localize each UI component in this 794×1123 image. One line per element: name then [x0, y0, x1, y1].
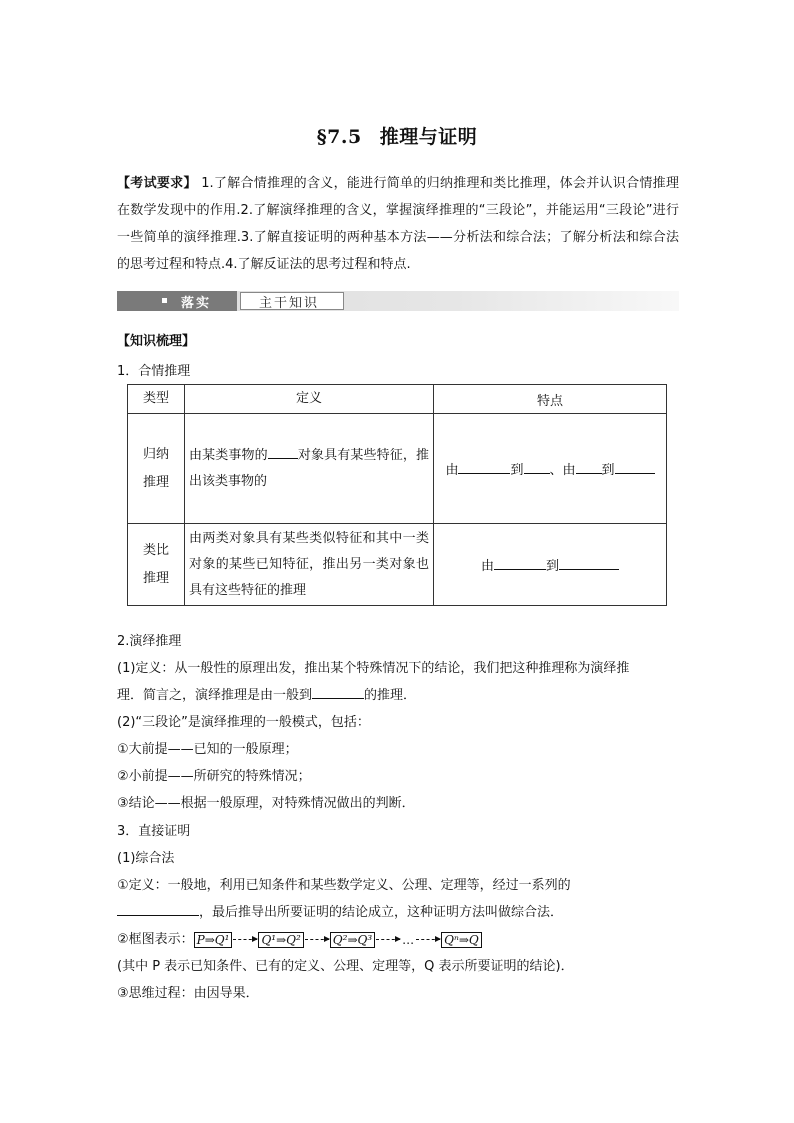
section-title: 推理与证明	[379, 126, 478, 148]
table-header: 定义	[185, 385, 434, 414]
fill-blank	[524, 460, 550, 474]
synthesis-subheading: (1)综合法	[117, 851, 175, 866]
section-3-heading: 3．直接证明	[117, 824, 191, 839]
banner-label-left: 落实	[181, 296, 212, 311]
knowledge-heading: 【知识梳理】	[117, 334, 196, 349]
table-header: 特点	[434, 385, 667, 414]
deduction-definition-line-1: (1)定义：从一般性的原理出发，推出某个特殊情况下的结论，我们把这种推理称为演绎推	[117, 661, 630, 676]
page-title	[0, 122, 794, 149]
plausible-reasoning-table	[127, 384, 667, 606]
table-header: 类型	[128, 385, 185, 414]
bullet-square-icon	[162, 298, 167, 303]
table-row	[128, 414, 667, 524]
fill-blank	[559, 556, 619, 570]
fill-blank	[117, 902, 199, 916]
syllogism-item: ①大前提——已知的一般原理；	[117, 742, 298, 757]
fill-blank	[615, 460, 655, 474]
flow-box: Q²⇒Q³	[330, 932, 375, 948]
section-banner	[117, 291, 679, 311]
requirements-tag: 【考试要求】	[117, 176, 197, 191]
arrow-right-icon	[233, 939, 257, 940]
deduction-definition-line-2: 理．简言之，演绎推理是由一般到 的推理．	[117, 684, 416, 703]
thinking-process: ③思维过程：由因导果．	[117, 986, 259, 1001]
table-cell-definition: 由两类对象具有某些类似特征和其中一类对象的某些已知特征，推出另一类对象也具有这些特征的推理	[185, 524, 434, 606]
table-cell-definition: 由某类事物的 对象具有某些特征，推出该类事物的	[185, 414, 434, 524]
flow-box: Q¹⇒Q²	[258, 932, 303, 948]
syllogism-intro: (2)“三段论”是演绎推理的一般模式，包括：	[117, 715, 370, 730]
syllogism-item: ②小前提——所研究的特殊情况；	[117, 769, 311, 784]
flow-ellipsis: …	[402, 932, 415, 947]
requirements-text: 1.了解合情推理的含义，能进行简单的归纳推理和类比推理，体会并认识合情推理在数学发现中的作用.2.了解演绎推理的含义，掌握演绎推理的“三段论”，并能运用“三段论”进行一些简单的演绎推理.3.了解直接证明的两种基本方法——分析法和综合法；了解分析法和综合法的思考过程和特点.4.了解反证法的思考过程和特点.	[117, 176, 679, 272]
table-cell-type: 归纳推理	[128, 414, 185, 524]
fill-blank	[458, 460, 510, 474]
fill-blank	[312, 685, 364, 699]
fill-blank	[494, 556, 546, 570]
table-cell-type: 类比推理	[128, 524, 185, 606]
table-header-row	[128, 385, 667, 414]
syllogism-item: ③结论——根据一般原理，对特殊情况做出的判断．	[117, 796, 415, 811]
section-number: §7.5	[316, 126, 362, 148]
fill-blank	[576, 460, 602, 474]
synthesis-definition-line-2: ，最后推导出所要证明的结论成立，这种证明方法叫做综合法．	[117, 901, 563, 920]
exam-requirements	[117, 170, 679, 278]
fill-blank	[268, 445, 298, 459]
flow-note: (其中 P 表示已知条件、已有的定义、公理、定理等，Q 表示所要证明的结论)．	[117, 959, 574, 974]
flow-box: Qⁿ⇒Q	[441, 932, 482, 948]
arrow-right-icon	[305, 939, 329, 940]
arrow-right-icon	[376, 939, 400, 940]
flow-box: P⇒Q¹	[194, 932, 233, 948]
table-row	[128, 524, 667, 606]
arrow-right-icon	[416, 939, 440, 940]
flow-diagram	[194, 932, 482, 948]
synthesis-definition-line-1: ①定义：一般地，利用已知条件和某些数学定义、公理、定理等，经过一系列的	[117, 878, 571, 893]
flow-diagram-line: ②框图表示： P⇒Q¹ Q¹⇒Q² Q²⇒Q³ … Qⁿ⇒Q	[117, 928, 482, 948]
section-1-heading: 1．合情推理	[117, 364, 191, 379]
banner-label-right: 主干知识	[259, 296, 320, 311]
section-2-heading: 2.演绎推理	[117, 634, 182, 649]
table-cell-feature: 由 到 、由 到	[434, 414, 667, 524]
table-cell-feature: 由 到	[434, 524, 667, 606]
